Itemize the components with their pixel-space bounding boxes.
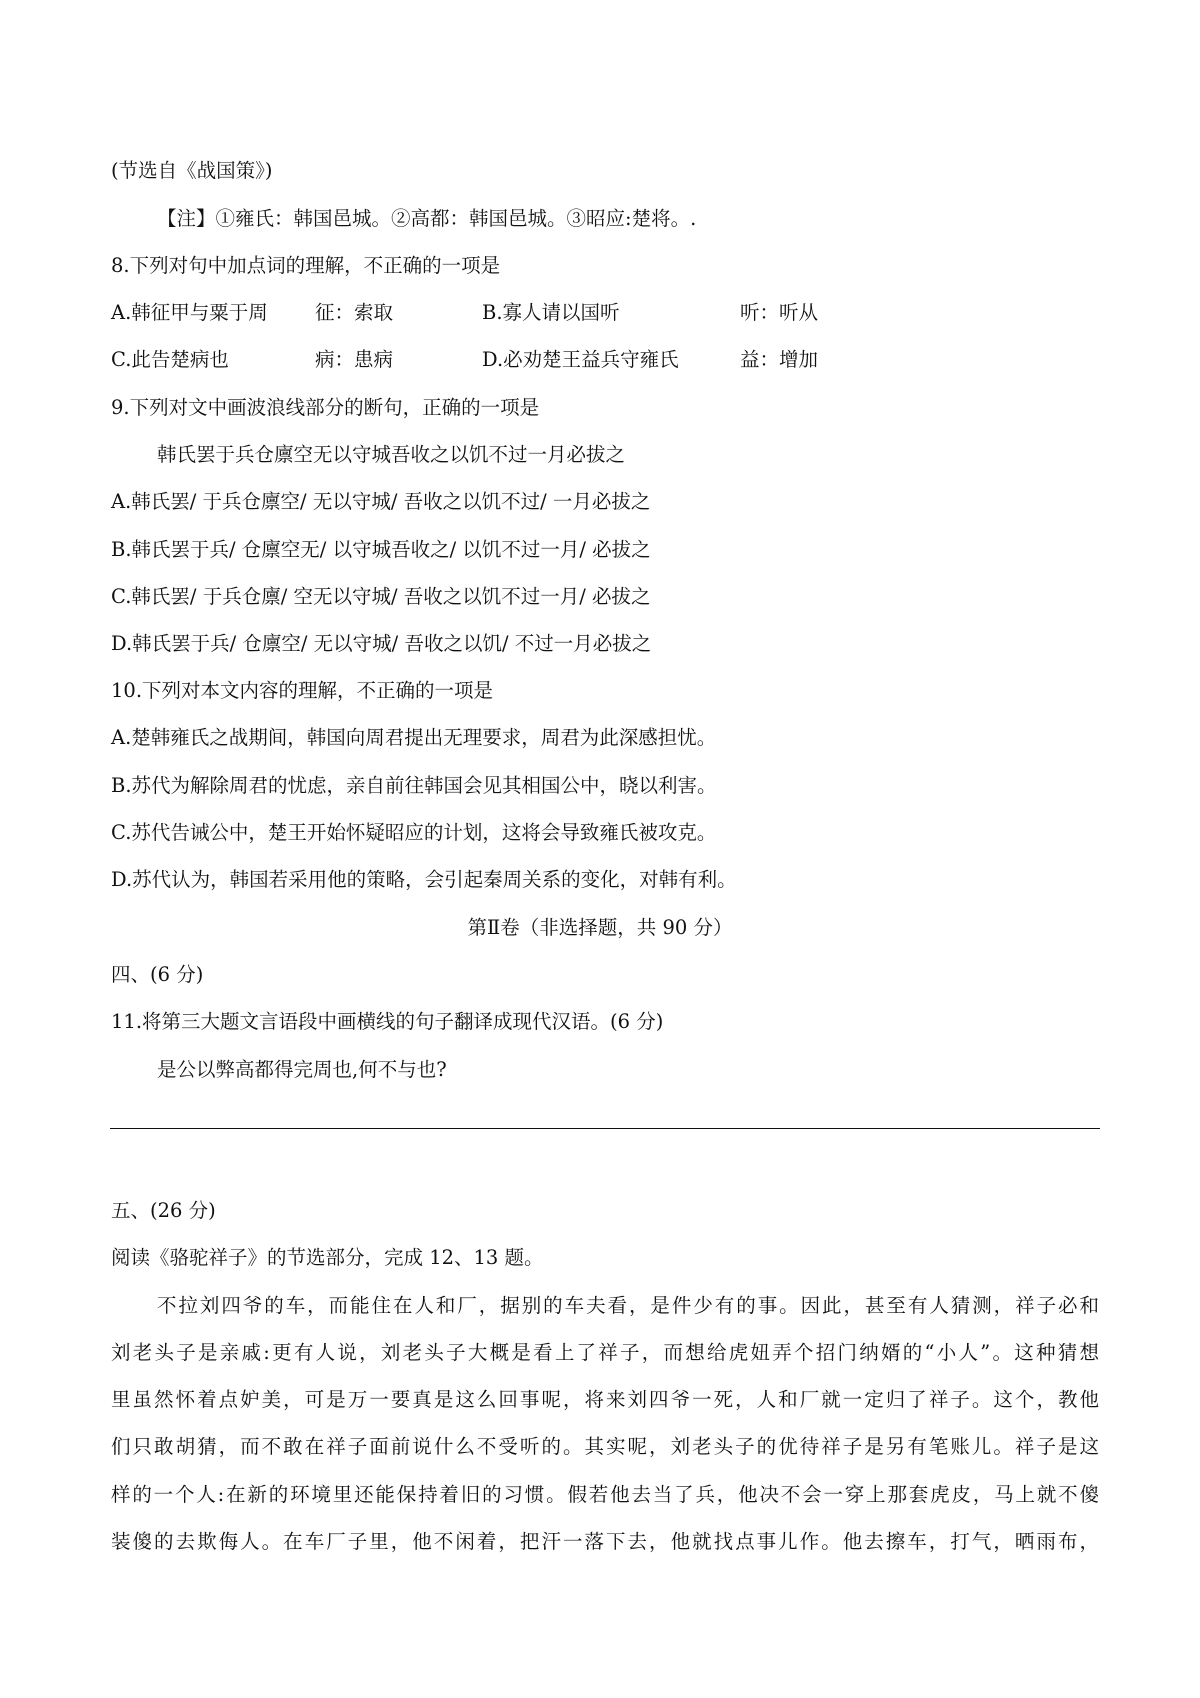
- q9-option-b: B.韩氏罢于兵/ 仓廪空无/ 以守城吾收之/ 以饥不过一月/ 必拔之: [111, 538, 651, 561]
- q10-stem: 10.下列对本文内容的理解，不正确的一项是: [111, 679, 494, 702]
- passage-line-2: 刘老头子是亲戚:更有人说，刘老头子大概是看上了祥子，而想给虎妞弄个招门纳婿的“小人”。这种猜想: [111, 1341, 1099, 1364]
- q8-stem: 8.下列对句中加点词的理解，不正确的一项是: [111, 254, 501, 277]
- passage-line-1: 不拉刘四爷的车，而能住在人和厂，据别的车夫看，是件少有的事。因此，甚至有人猜测，祥子必和: [157, 1294, 1099, 1317]
- q9-passage: 韩氏罢于兵仓廪空无以守城吾收之以饥不过一月必拔之: [157, 443, 626, 466]
- q10-option-b: B.苏代为解除周君的忧虑，亲自前往韩国会见其相国公中，晓以利害。: [111, 774, 717, 797]
- q9-option-c: C.韩氏罢/ 于兵仓廪/ 空无以守城/ 吾收之以饥不过一月/ 必拔之: [111, 585, 651, 608]
- q8-option-d-gloss: 益：增加: [740, 348, 819, 371]
- passage-line-4: 们只敢胡猜，而不敢在祥子面前说什么不受听的。其实呢，刘老头子的优待祥子是另有笔账儿。祥子是这: [111, 1435, 1099, 1458]
- annotation-note: 【注】①雍氏：韩国邑城。②高都：韩国邑城。③昭应:楚将。.: [157, 207, 697, 230]
- passage-line-3: 里虽然怀着点妒美，可是万一要真是这么回事呢，将来刘四爷一死，人和厂就一定归了祥子。这个，教他: [111, 1388, 1099, 1411]
- q10-option-c: C.苏代告诫公中，楚王开始怀疑昭应的计划，这将会导致雍氏被攻克。: [111, 821, 717, 844]
- q8-option-b-gloss: 听：听从: [740, 301, 819, 324]
- section5-intro: 阅读《骆驼祥子》的节选部分，完成 12、13 题。: [111, 1246, 544, 1269]
- q10-option-d: D.苏代认为，韩国若采用他的策略，会引起秦周关系的变化，对韩有利。: [111, 868, 737, 891]
- passage-line-5: 样的一个人:在新的环境里还能保持着旧的习惯。假若他去当了兵，他决不会一穿上那套虎皮，马上就不傻: [111, 1483, 1099, 1506]
- q8-option-a-gloss: 征：索取: [315, 301, 394, 324]
- q9-option-d: D.韩氏罢于兵/ 仓廪空/ 无以守城/ 吾收之以饥/ 不过一月必拔之: [111, 632, 652, 655]
- q9-option-a: A.韩氏罢/ 于兵仓廪空/ 无以守城/ 吾收之以饥不过/ 一月必拔之: [111, 490, 651, 513]
- q10-option-a: A.楚韩雍氏之战期间，韩国向周君提出无理要求，周君为此深感担忧。: [111, 726, 717, 749]
- section5-heading: 五、(26 分): [111, 1199, 216, 1222]
- passage-line-6: 装傻的去欺侮人。在车厂子里，他不闲着，把汗一落下去，他就找点事儿作。他去擦车，打气，晒雨布，: [111, 1530, 1099, 1553]
- q8-option-b: B.寡人请以国听: [482, 301, 620, 324]
- q8-option-a: A.韩征甲与粟于周: [111, 301, 268, 324]
- section4-heading: 四、(6 分): [111, 963, 204, 986]
- q11-stem: 11.将第三大题文言语段中画横线的句子翻译成现代汉语。(6 分): [111, 1010, 664, 1033]
- q8-option-c: C.此告楚病也: [111, 348, 229, 371]
- answer-line[interactable]: [110, 1128, 1100, 1129]
- q8-option-d: D.必劝楚王益兵守雍氏: [482, 348, 679, 371]
- q8-option-c-gloss: 病：患病: [315, 348, 394, 371]
- part2-title: 第Ⅱ卷（非选择题，共 90 分）: [467, 916, 733, 939]
- q9-stem: 9.下列对文中画波浪线部分的断句，正确的一项是: [111, 396, 540, 419]
- q11-sentence: 是公以弊高都得完周也,何不与也?: [157, 1058, 447, 1081]
- source-note: (节选自《战国策》): [111, 159, 273, 182]
